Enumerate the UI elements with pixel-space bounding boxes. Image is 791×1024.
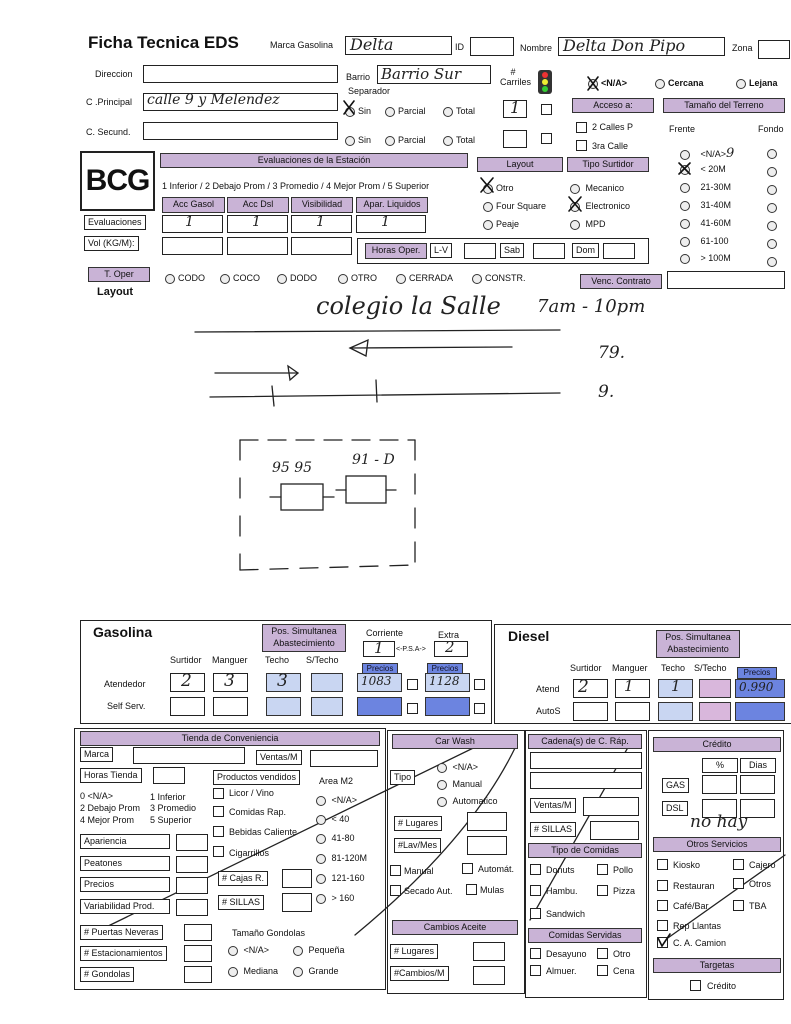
evaluaciones-header: Evaluaciones de la Estación: [160, 153, 468, 168]
prod-bebidas-checkbox[interactable]: [213, 826, 224, 837]
restauran-label: Restauran: [673, 881, 715, 891]
pollo-checkbox[interactable]: [597, 864, 608, 875]
ca-camion-label: C. A. Camion: [673, 938, 727, 948]
donuts-checkbox[interactable]: [530, 864, 541, 875]
venc-contrato-label: Venc. Contrato: [580, 274, 662, 289]
d-col-manguer: Manguer: [612, 663, 648, 673]
tienda-header: Tienda de Conveniencia: [80, 731, 380, 746]
cadena-sillas-label: # SILLAS: [530, 822, 576, 837]
pizza-label: Pizza: [613, 886, 636, 896]
parcial-label: Parcial: [398, 106, 426, 116]
radio-icon: [228, 946, 238, 956]
nombre-value: Delta Don Pipo: [563, 36, 686, 55]
cajas-label: # Cajas R.: [218, 871, 268, 886]
d-autos-price[interactable]: [735, 702, 785, 721]
g-self-techo[interactable]: [266, 697, 301, 716]
g-price-corriente[interactable]: [357, 673, 402, 692]
area-opt-label: > 160: [331, 893, 355, 903]
precios-field[interactable]: [176, 877, 208, 894]
atend-label: Atend: [536, 684, 560, 694]
d-price-value: 0.990: [739, 680, 774, 694]
toper-opt-label: CODO: [178, 273, 205, 283]
cafe-label: Café/Bar: [673, 901, 709, 911]
layout-opt-label: Otro: [496, 183, 514, 193]
g-price2-checkbox[interactable]: [474, 679, 485, 690]
g-self-surtidor[interactable]: [170, 697, 205, 716]
g-self-stecho[interactable]: [311, 697, 343, 716]
layout-header: Layout: [477, 157, 563, 172]
carwash-automatico[interactable]: [437, 796, 498, 807]
layout-opt-label: Four Square: [496, 201, 547, 211]
layout-title: Layout: [97, 286, 134, 298]
scale-4: 4 Mejor Prom: [80, 815, 135, 825]
gas-pct-field[interactable]: [702, 775, 737, 794]
targetas-header: Targetas: [653, 958, 781, 973]
tam-grande[interactable]: [293, 966, 339, 977]
form-title: Ficha Tecnica EDS: [88, 33, 239, 52]
radio-icon: [437, 797, 447, 807]
g-atend-value: 3: [277, 671, 288, 691]
kiosko-label: Kiosko: [673, 860, 701, 870]
g-self-manguer[interactable]: [213, 697, 248, 716]
cena-label: Cena: [613, 966, 635, 976]
pollo-label: Pollo: [613, 865, 634, 875]
cafe-checkbox[interactable]: [657, 900, 668, 911]
ca-lugares-field[interactable]: [473, 942, 505, 961]
carriles-label: # Carriles: [500, 67, 532, 87]
marca-label: Marca Gasolina: [270, 40, 334, 50]
tipo-label: Tipo: [390, 770, 415, 785]
tienda-ventas-field[interactable]: [310, 750, 378, 767]
corriente-label: Corriente: [366, 628, 404, 638]
eval-value: 1: [381, 214, 390, 230]
cadena-ventas-field[interactable]: [583, 797, 639, 816]
scale-5: 5 Superior: [150, 815, 192, 825]
variabilidad-label: Variabilidad Prod.: [80, 899, 170, 914]
restauran-checkbox[interactable]: [657, 880, 668, 891]
tam-na[interactable]: [228, 945, 269, 956]
lejana-label: Lejana: [749, 78, 778, 88]
g-col-surtidor: Surtidor: [170, 655, 202, 665]
cadena-field-2[interactable]: [530, 772, 642, 789]
terreno-opt-label: < 20M: [700, 164, 726, 174]
tam-gondolas-label: Tamaño Gondolas: [232, 928, 306, 938]
acceso-2calles-label: 2 Calles P: [592, 122, 634, 132]
toper-opt-label: OTRO: [351, 273, 377, 283]
sandwich-checkbox[interactable]: [530, 908, 541, 919]
productos-label: Productos vendidos: [213, 770, 300, 785]
gondolas-label: # Gondolas: [80, 967, 134, 982]
d-autos-techo[interactable]: [658, 702, 693, 721]
toper-opt-label: COCO: [233, 273, 260, 283]
toper-opt-label: CONSTR.: [485, 273, 526, 283]
g-col-manguer: Manguer: [212, 655, 248, 665]
extra-value: 2: [445, 638, 455, 656]
sketch-note: colegio la Salle: [316, 292, 501, 320]
g-atend-manguer[interactable]: [213, 673, 248, 692]
d-col-stecho: S/Techo: [694, 663, 727, 673]
carwash-header: Car Wash: [392, 734, 518, 749]
diesel-title: Diesel: [508, 628, 550, 644]
sin-label: Sin: [358, 106, 372, 116]
terreno-opt-label: <N/A>: [700, 149, 727, 159]
ca-cambios-field[interactable]: [473, 966, 505, 985]
col-acc-dsl: Acc Dsl: [227, 197, 289, 213]
terreno-header: Tamaño del Terreno: [663, 98, 785, 113]
c-principal-value: calle 9 y Melendez: [147, 92, 280, 108]
zona-label: Zona: [732, 43, 753, 53]
cadena-field-1[interactable]: [530, 752, 642, 769]
estac-field[interactable]: [184, 945, 212, 962]
surtidor-opt-label: MPD: [585, 219, 606, 229]
desayuno-label: Desayuno: [546, 949, 587, 959]
terreno-opt-label: > 100M: [700, 253, 731, 263]
radio-icon: [316, 796, 326, 806]
sab-label: Sab: [500, 243, 524, 258]
tam-opt-label: Pequeña: [308, 945, 345, 955]
g-self-price2[interactable]: [425, 697, 470, 716]
c-secund-label: C. Secund.: [86, 127, 131, 137]
carwash-opt-label: <N/A>: [452, 762, 479, 772]
g-price-value: 1083: [361, 674, 392, 688]
g-atend-value: 2: [181, 671, 192, 691]
area-121-160[interactable]: [316, 873, 365, 884]
prod-comidas-label: Comidas Rap.: [229, 807, 287, 817]
area-opt-label: <N/A>: [331, 795, 358, 805]
g-atend-surtidor[interactable]: [170, 673, 205, 692]
sketch-n2: 9.: [598, 382, 615, 402]
g-col-techo: Techo: [265, 655, 290, 665]
prod-comidas-checkbox[interactable]: [213, 806, 224, 817]
apariencia-label: Apariencia: [80, 834, 170, 849]
corriente-value: 1: [374, 639, 384, 657]
hambu-label: Hambu.: [546, 886, 578, 896]
d-autos-surtidor[interactable]: [573, 702, 608, 721]
credito-header: Crédito: [653, 737, 781, 752]
sketch-hours: 7am - 10pm: [537, 296, 646, 317]
sillas-label: # SILLAS: [218, 895, 264, 910]
scale-2: 2 Debajo Prom: [80, 803, 141, 813]
prod-bebidas-label: Bebidas Caliente: [229, 827, 298, 837]
toper-opt-label: DODO: [290, 273, 317, 283]
comidas-servidas-header: Comidas Servidas: [528, 928, 642, 943]
cadena-ventas-label: Ventas/M: [530, 798, 576, 813]
apariencia-field[interactable]: [176, 834, 208, 851]
atendedor-label: Atendedor: [104, 679, 146, 689]
sketch-pump1: 95 95: [272, 460, 313, 476]
tba-label: TBA: [749, 901, 767, 911]
terreno-opt-label: 31-40M: [700, 200, 732, 210]
kiosko-checkbox[interactable]: [657, 859, 668, 870]
carwash-opt-label: Automatico: [452, 796, 498, 806]
sandwich-label: Sandwich: [546, 909, 586, 919]
cajas-field[interactable]: [282, 869, 312, 888]
total-label: Total: [456, 135, 476, 145]
d-atend-techo[interactable]: [658, 679, 693, 698]
area-opt-label: 81-120M: [331, 853, 368, 863]
id-label: ID: [455, 42, 464, 52]
precios-label: Precios: [80, 877, 170, 892]
d-atend-value: 2: [578, 677, 589, 697]
desayuno-checkbox[interactable]: [530, 948, 541, 959]
cw-automat-checkbox[interactable]: [462, 863, 473, 874]
diesel-pos: Pos. Simultanea Abastecimiento: [656, 630, 740, 658]
scale-1: 1 Inferior: [150, 792, 186, 802]
barrio-value: Barrio Sur: [381, 65, 462, 83]
ca-cambios-label: #Cambios/M: [390, 966, 449, 981]
eval-value: 1: [252, 214, 261, 230]
t-oper-label: T. Oper: [88, 267, 150, 282]
cajero-label: Cajero: [749, 860, 776, 870]
tienda-marca-field[interactable]: [133, 747, 245, 764]
g-self2-checkbox[interactable]: [474, 703, 485, 714]
cw-lugares-label: # Lugares: [394, 816, 442, 831]
frente-label: Frente: [669, 124, 696, 134]
estac-label: # Estacionamientos: [80, 946, 167, 961]
terreno-opt-label: 41-60M: [700, 218, 732, 228]
radio-icon: [316, 874, 326, 884]
rep-llantas-label: Rep Llantas: [673, 921, 722, 931]
tam-opt-label: Grande: [308, 966, 339, 976]
otros-label: Otros: [749, 879, 772, 889]
tam-pequena[interactable]: [293, 945, 345, 956]
otro-label: Otro: [613, 949, 631, 959]
col-apar-liquidos: Apar. Liquidos: [356, 197, 428, 213]
area-opt-label: < 40: [331, 814, 350, 824]
g-price1-checkbox[interactable]: [407, 679, 418, 690]
sketch-pump2: 91 - D: [352, 452, 395, 468]
scale-3: 3 Promedio: [150, 803, 197, 813]
pct-label: %: [702, 758, 738, 773]
tam-opt-label: Mediana: [243, 966, 279, 976]
self-serv-label: Self Serv.: [107, 701, 146, 711]
area-gt160[interactable]: [316, 893, 354, 904]
sin-label: Sin: [358, 135, 372, 145]
horas-oper-label: Horas Oper.: [365, 243, 427, 259]
d-atend-stecho[interactable]: [699, 679, 731, 698]
cambios-header: Cambios Aceite: [392, 920, 518, 935]
g-col-stecho: S/Techo: [306, 655, 339, 665]
puertas-label: # Puertas Neveras: [80, 925, 163, 940]
area-label: Area M2: [319, 776, 354, 786]
variabilidad-field[interactable]: [176, 899, 208, 916]
cw-manual-checkbox[interactable]: [390, 865, 401, 876]
lv-label: L-V: [430, 243, 452, 258]
area-41-80[interactable]: [316, 833, 355, 844]
total-label: Total: [456, 106, 476, 116]
credito-label: Crédito: [707, 981, 737, 991]
terreno-opt-label: 21-30M: [700, 182, 732, 192]
extra-label: Extra: [438, 630, 460, 640]
acceso-header: Acceso a:: [572, 98, 654, 113]
col-visibilidad: Visibilidad: [291, 197, 353, 213]
sillas-field[interactable]: [282, 893, 312, 912]
evaluaciones-row-label: Evaluaciones: [84, 215, 146, 230]
g-price-extra[interactable]: [425, 673, 470, 692]
tienda-marca-label: Marca: [80, 747, 113, 762]
separador-label: Separador: [348, 86, 391, 96]
layout-opt-label: Peaje: [496, 219, 520, 229]
ca-lugares-label: # Lugares: [390, 944, 438, 959]
otros-checkbox[interactable]: [733, 878, 744, 889]
peatones-label: Peatones: [80, 856, 170, 871]
bcg-logo: BCG: [80, 151, 155, 211]
d-atend-surtidor[interactable]: [573, 679, 608, 698]
nombre-label: Nombre: [520, 43, 553, 53]
surtidor-header: Tipo Surtidor: [567, 157, 649, 172]
tipo-comidas-header: Tipo de Comidas: [528, 843, 642, 858]
cadena-header: Cadena(s) de C. Ráp.: [528, 734, 642, 749]
gas-dias-field[interactable]: [740, 775, 775, 794]
d-atend-manguer[interactable]: [615, 679, 650, 698]
no-hay-note: no hay: [690, 812, 748, 832]
horas-tienda-field[interactable]: [153, 767, 185, 784]
rep-llantas-checkbox[interactable]: [657, 920, 668, 931]
d-price[interactable]: [735, 679, 785, 698]
evaluaciones-scale: 1 Inferior / 2 Debajo Prom / 3 Promedio / 4 Mejor Prom / 5 Superior: [162, 181, 430, 191]
radio-icon: [316, 894, 326, 904]
extra-field[interactable]: [434, 638, 468, 657]
cw-lav-label: #Lav/Mes: [394, 838, 441, 853]
almuer-label: Almuer.: [546, 966, 577, 976]
eval-value: 1: [185, 214, 194, 230]
d-atend-value: 1: [671, 677, 681, 695]
cercana-label: Cercana: [668, 78, 704, 88]
sketch-n1: 79.: [598, 343, 626, 363]
peatones-field[interactable]: [176, 856, 208, 873]
radio-icon: [293, 946, 303, 956]
cw-lugares-field[interactable]: [467, 812, 507, 831]
dom-label: Dom: [572, 243, 599, 258]
cadena-sillas-field[interactable]: [590, 821, 639, 840]
dias-label: Dias: [740, 758, 776, 773]
terreno-opt-label: 61-100: [700, 236, 729, 246]
marca-value: Delta: [350, 35, 394, 54]
prod-licor-label: Licor / Vino: [229, 788, 274, 798]
radio-icon: [316, 834, 326, 844]
cw-mulas-label: Mulas: [480, 885, 505, 895]
carwash-opt-label: Manual: [452, 779, 483, 789]
cw-secado-label: Secado Aut.: [404, 886, 453, 896]
eval-value: 1: [316, 214, 325, 230]
prod-cigarrillos-checkbox[interactable]: [213, 846, 224, 857]
barrio-label: Barrio: [346, 72, 371, 82]
acceso-3ra-label: 3ra Calle: [592, 141, 629, 151]
carwash-na[interactable]: [437, 762, 478, 773]
puertas-field[interactable]: [184, 924, 212, 941]
direccion-label: Direccion: [95, 69, 133, 79]
g-precios-1: Precios: [362, 663, 398, 675]
gondolas-field[interactable]: [184, 966, 212, 983]
c-principal-label: C .Principal: [86, 97, 133, 107]
dsl-label: DSL: [662, 801, 688, 816]
d-col-surtidor: Surtidor: [570, 663, 602, 673]
horas-tienda-label: Horas Tienda: [80, 768, 142, 783]
credito-checkbox[interactable]: [690, 980, 701, 991]
carwash-manual[interactable]: [437, 779, 482, 790]
area-opt-label: 41-80: [331, 833, 355, 843]
g-atend-techo[interactable]: [266, 673, 301, 692]
g-price-value: 1128: [429, 674, 460, 688]
cena-checkbox[interactable]: [597, 965, 608, 976]
d-autos-stecho[interactable]: [699, 702, 731, 721]
almuer-checkbox[interactable]: [530, 965, 541, 976]
area-opt-label: 121-160: [331, 873, 365, 883]
tienda-ventas-label: Ventas/M: [256, 750, 302, 765]
g-self-price1[interactable]: [357, 697, 402, 716]
d-atend-value: 1: [624, 677, 634, 695]
donuts-label: Donuts: [546, 865, 575, 875]
d-autos-manguer[interactable]: [615, 702, 650, 721]
na-label: <N/A>: [601, 78, 628, 88]
tba-checkbox[interactable]: [733, 900, 744, 911]
parcial-label: Parcial: [398, 135, 426, 145]
area-na[interactable]: [316, 795, 357, 806]
carriles-value: 1: [510, 98, 521, 117]
radio-icon: [316, 815, 326, 825]
radio-icon: [293, 967, 303, 977]
cw-lav-field[interactable]: [467, 836, 507, 855]
radio-icon: [228, 967, 238, 977]
tam-opt-label: <N/A>: [243, 945, 270, 955]
ca-camion-checkbox[interactable]: [657, 937, 668, 948]
cw-mulas-checkbox[interactable]: [466, 884, 477, 895]
radio-icon: [437, 763, 447, 773]
radio-icon: [316, 854, 326, 864]
surtidor-opt-label: Mecanico: [585, 183, 625, 193]
fondo-label: Fondo: [758, 124, 784, 134]
corriente-field[interactable]: [363, 641, 395, 657]
otro-checkbox[interactable]: [597, 948, 608, 959]
g-self1-checkbox[interactable]: [407, 703, 418, 714]
psa-label: <-P.S.A->: [396, 646, 426, 653]
toper-opt-label: CERRADA: [409, 273, 454, 283]
vol-row-label: Vol (KG/M):: [84, 236, 139, 251]
prod-licor-checkbox[interactable]: [213, 788, 224, 799]
scale-0: 0 <N/A>: [80, 791, 114, 801]
tam-mediana[interactable]: [228, 966, 278, 977]
cajero-checkbox[interactable]: [733, 859, 744, 870]
area-81-120[interactable]: [316, 853, 367, 864]
radio-icon: [437, 780, 447, 790]
gasolina-title: Gasolina: [93, 624, 153, 640]
d-precios: Precios: [737, 667, 777, 679]
otros-servicios-header: Otros Servicios: [653, 837, 781, 852]
cw-manual-label: Manual: [404, 866, 434, 876]
gasolina-pos: Pos. Simultanea Abastecimiento: [262, 624, 346, 652]
g-atend-value: 3: [224, 671, 235, 691]
autos-label: AutoS: [536, 706, 561, 716]
cw-automat-label: Automát.: [478, 864, 515, 874]
gas-label: GAS: [662, 778, 689, 793]
cw-secado-checkbox[interactable]: [390, 885, 401, 896]
surtidor-opt-label: Electronico: [585, 201, 631, 211]
d-col-techo: Techo: [661, 663, 686, 673]
hambu-checkbox[interactable]: [530, 885, 541, 896]
area-lt40[interactable]: [316, 814, 349, 825]
g-atend-stecho[interactable]: [311, 673, 343, 692]
terreno-na-value: 9: [726, 146, 735, 161]
g-precios-2: Precios: [427, 663, 463, 675]
prod-cigarrillos-label: Cigarrillos: [229, 848, 270, 858]
col-acc-gasol: Acc Gasol: [162, 197, 225, 213]
pizza-checkbox[interactable]: [597, 885, 608, 896]
